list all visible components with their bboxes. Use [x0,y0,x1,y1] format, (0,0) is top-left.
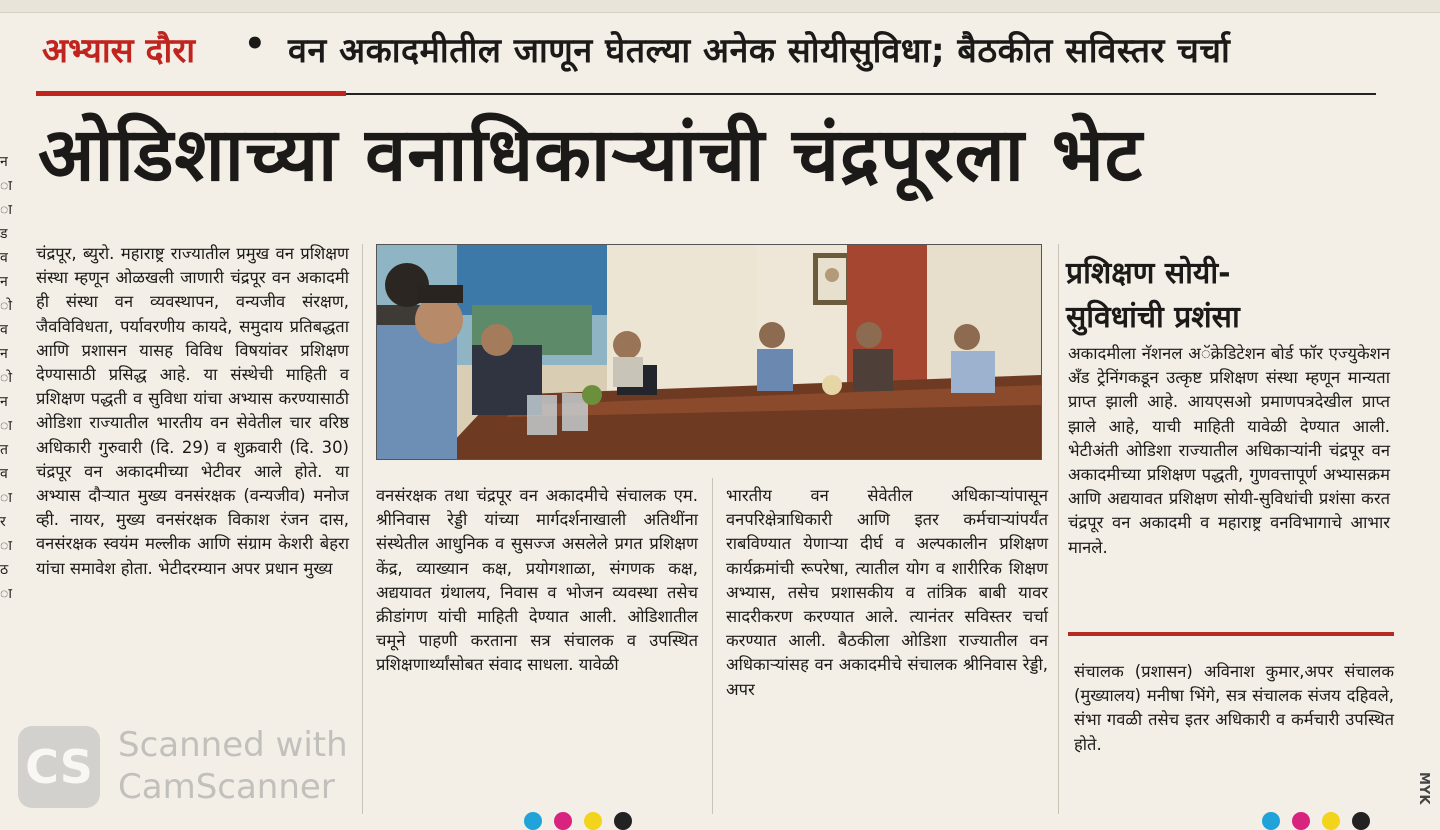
yellow-dot-icon [584,812,602,830]
edge-char: त [0,442,8,458]
edge-char: ड [0,226,8,242]
page-top-strip [0,0,1440,13]
article-column-3 [726,484,1048,702]
column-4-text: अकादमीला नॅशनल अॅक्रेडिटेशन बोर्ड फॉर एज्युकेशन अँड ट्रेनिंगकडून उत्कृष्ट प्रशिक्षण संस्था म्हणून मान्यता प्राप्त झाली आहे. आयएसओ प्रमाणपत्रदेखील प्राप्त झाले आहे, याची माहिती यावेळी देण्यात आली. भेटीअंती ओडिशा राज्यातील अधिकाऱ्यांनी चंद्रपूर वन अकादमीच्या प्रशिक्षण पद्धती, गुणवत्तापूर्ण अभ्यासक्रम आणि अद्ययावत प्रशिक्षण सोयी-सुविधांची प्रशंसा करत चंद्रपूर वन अकादमी व महाराष्ट्र वनविभागाचे आभार मानले. [1068,344,1390,557]
magenta-dot-icon [1292,812,1310,830]
headline: ओडिशाच्या वनाधिकाऱ्यांची चंद्रपूरला भेट [38,112,1144,198]
column-divider [712,478,713,814]
kicker-text: वन अकादमीतील जाणून घेतल्या अनेक सोयीसुविधा; बैठकीत सविस्तर चर्चा [288,31,1231,71]
sidebar-heading [1066,252,1396,340]
adjacent-column-edge [0,150,12,606]
magenta-dot-icon [554,812,572,830]
kicker-red-rule [36,91,346,96]
column-3-text: भारतीय वन सेवेतील अधिकाऱ्यांपासून वनपरिक्षेत्राधिकारी आणि इतर कर्मचाऱ्यांपर्यंत राबविण्यात येणाऱ्या दीर्घ व अल्पकालीन प्रशिक्षण कार्यक्रमांची रूपरेषा, त्यातील योग व शारीरिक शिक्षण अभ्यास, तसेच प्रशासकीय व तांत्रिक बाबी यावर सादरीकरण करण्यात आले. त्यानंतर सविस्तर चर्चा करण्यात आली. बैठकीला ओडिशा राज्यातील वन अधिकाऱ्यांसह वन अकादमीचे संचालक श्रीनिवास रेड्डी, अपर [726,486,1048,699]
sidebar-red-rule [1068,632,1394,636]
cyan-dot-icon [524,812,542,830]
cyan-dot-icon [1262,812,1280,830]
column-1-text: चंद्रपूर, ब्युरो. महाराष्ट्र राज्यातील प्रमुख वन प्रशिक्षण संस्था म्हणून ओळखली जाणारी चंद्रपूर वन अकादमी ही संस्था वन व्यवस्थापन, वन्यजीव संरक्षण, जैवविविधता, पर्यावरणीय कायदे, समुदाय प्रतिबद्धता आणि प्रशासन यासह विविध विषयांवर प्रशिक्षण देण्यासाठी प्रसिद्ध आहे. या संस्थेची माहिती व प्रशिक्षण पद्धती व सुविधा यांचा अभ्यास करण्यासाठी ओडिशा राज्यातील भारतीय वन सेवेतील चार वरिष्ठ अधिकारी गुरुवारी (दि. 29) व शुक्रवारी (दि. 30) चंद्रपूर वन अकादमीच्या भेटीवर आले होते. या अभ्यास दौऱ्यात मुख्य वनसंरक्षक (वन्यजीव) मनोज व्ही. नायर, मुख्य वनसंरक्षक विकाश रंजन दास, वनसंरक्षक स्वयंम मल्लीक आणि संग्राम केशरी बेहरा यांचा समावेश होता. भेटीदरम्यान अपर प्रधान मुख्य [36,244,349,578]
edge-char: ा [0,418,12,434]
registration-dots [524,812,664,828]
article-column-2 [376,484,698,678]
edge-char: ा [0,586,12,602]
watermark-line-1: Scanned with [118,725,348,765]
kicker-label: अभ्यास दौरा [42,31,196,71]
kicker-black-rule [346,93,1376,95]
column-divider [362,244,363,814]
edge-char: न [0,274,8,290]
yellow-dot-icon [1322,812,1340,830]
edge-char: व [0,322,8,338]
column-2-text: वनसंरक्षक तथा चंद्रपूर वन अकादमीचे संचालक एम. श्रीनिवास रेड्डी यांच्या मार्गदर्शनाखाली अतिथींना संस्थेतील आधुनिक व सुसज्ज असलेले प्रगत प्रशिक्षण केंद्र, व्याख्यान कक्ष, प्रयोगशाळा, संगणक कक्ष, अद्ययावत ग्रंथालय, निवास व भोजन व्यवस्था तसेच क्रीडांगण यांची माहिती देण्यात आली. ओडिशातील चमूने पाहणी करताना सत्र संचालक व उपस्थित प्रशिक्षणार्थ्यांसोबत संवाद साधला. यावेळी [376,486,698,675]
edge-char: ा [0,202,12,218]
watermark-line-2: CamScanner [118,767,335,807]
column-5-text: संचालक (प्रशासन) अविनाश कुमार,अपर संचालक (मुख्यालय) मनीषा भिंगे, सत्र संचालक संजय दहिवले, संभा गवळी तसेच इतर अधिकारी व कर्मचारी उपस्थित होते. [1074,662,1394,754]
edge-char: ा [0,178,12,194]
meeting-photo [376,244,1042,460]
edge-char: व [0,250,8,266]
edge-char: ो [0,370,12,386]
camscanner-watermark [18,720,358,816]
edge-char: व [0,466,8,482]
article-column-4 [1068,342,1390,560]
print-color-mark: MYK [1416,772,1431,805]
edge-char: न [0,346,8,362]
kicker-bullet: • [244,24,266,64]
sidebar-heading-line-1: प्रशिक्षण सोयी- [1066,256,1231,291]
edge-char: र [0,514,6,530]
column-divider [1058,244,1059,814]
edge-char: ठ [0,562,9,578]
edge-char: ा [0,490,12,506]
edge-char: न [0,154,8,170]
sidebar-heading-line-2: सुविधांची प्रशंसा [1066,300,1240,335]
black-dot-icon [1352,812,1370,830]
edge-char: ा [0,538,12,554]
article-column-1 [36,242,349,581]
registration-dots [1262,812,1402,828]
edge-char: न [0,394,8,410]
camscanner-logo-icon: CS [18,726,100,808]
black-dot-icon [614,812,632,830]
edge-char: ो [0,298,12,314]
watermark-text [118,724,348,808]
article-column-5 [1074,660,1394,757]
